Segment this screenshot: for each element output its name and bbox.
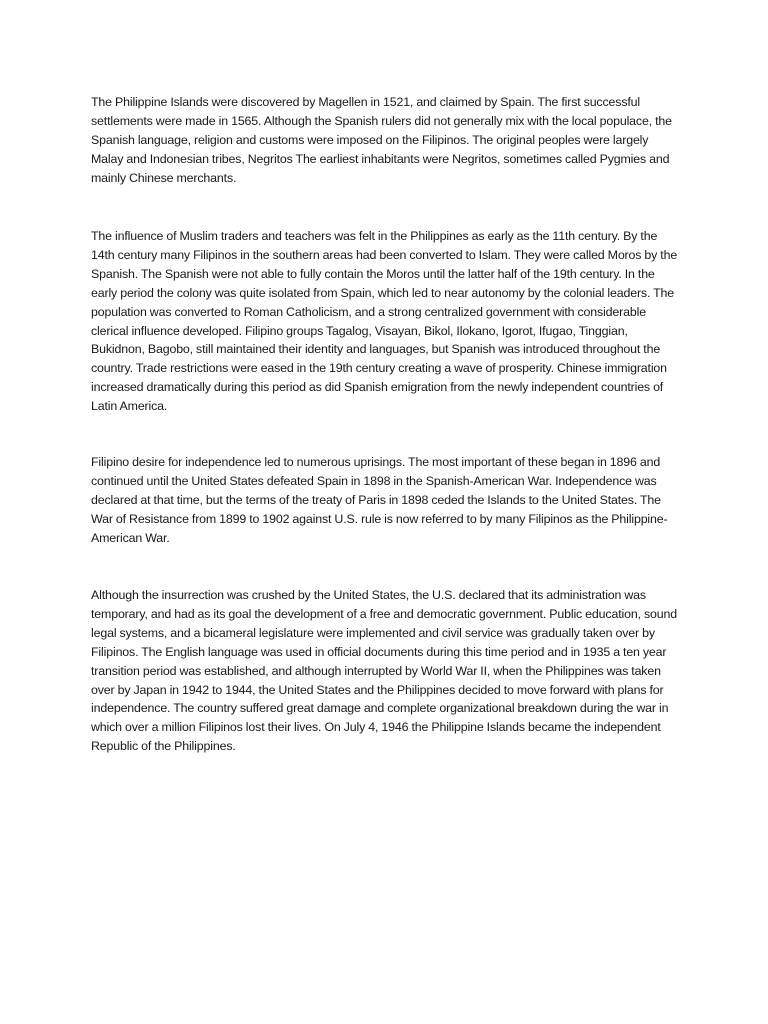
- paragraph-discovery: The Philippine Islands were discovered by Magellen in 1521, and claimed by Spain. The first successful settlements were made in 1565. Although the Spanish rulers did not generally mix with the local populace, the Spanish language, religion and customs were imposed on the Filipinos. The original peoples were largely Malay and Indonesian tribes, Negritos The earliest inhabitants were Negritos, sometimes called Pygmies and mainly Chinese merchants.: [91, 95, 672, 185]
- paragraph-independence-uprisings: Filipino desire for independence led to numerous uprisings. The most important of these began in 1896 and continued until the United States defeated Spain in 1898 in the Spanish-American War. Independence was declared at that time, but the terms of the treaty of Paris in 1898 ceded the Islands to the United States. The War of Resistance from 1899 to 1902 against U.S. rule is now referred to by many Filipinos as the Philippine-American War.: [91, 455, 668, 545]
- paragraph-muslim-influence: The influence of Muslim traders and teachers was felt in the Philippines as early as the 11th century. By the 14th century many Filipinos in the southern areas had been converted to Islam. They were called Moros by the Spanish. The Spanish were not able to fully contain the Moros until the latter half of the 19th century. In the early period the colony was quite isolated from Spain, which led to near autonomy by the colonial leaders. The population was converted to Roman Catholicism, and a strong centralized government with considerable clerical influence developed. Filipino groups Tagalog, Visayan, Bikol, Ilokano, Igorot, Ifugao, Tinggian, Bukidnon, Bagobo, still maintained their identity and languages, but Spanish was introduced throughout the country. Trade restrictions were eased in the 19th century creating a wave of prosperity. Chinese immigration increased dramatically during this period as did Spanish emigration from the newly independent countries of Latin America.: [91, 229, 678, 414]
- paragraph-us-administration: Although the insurrection was crushed by the United States, the U.S. declared that its administration was temporary, and had as its goal the development of a free and democratic government. Public education, sound legal systems, and a bicameral legislature were implemented and civil service was gradually taken over by Filipinos. The English language was used in official documents during this time period and in 1935 a ten year transition period was established, and although interrupted by World War II, when the Philippines was taken over by Japan in 1942 to 1944, the United States and the Philippines decided to move forward with plans for independence. The country suffered great damage and complete organizational breakdown during the war in which over a million Filipinos lost their lives. On July 4, 1946 the Philippine Islands became the independent Republic of the Philippines.: [91, 588, 677, 754]
